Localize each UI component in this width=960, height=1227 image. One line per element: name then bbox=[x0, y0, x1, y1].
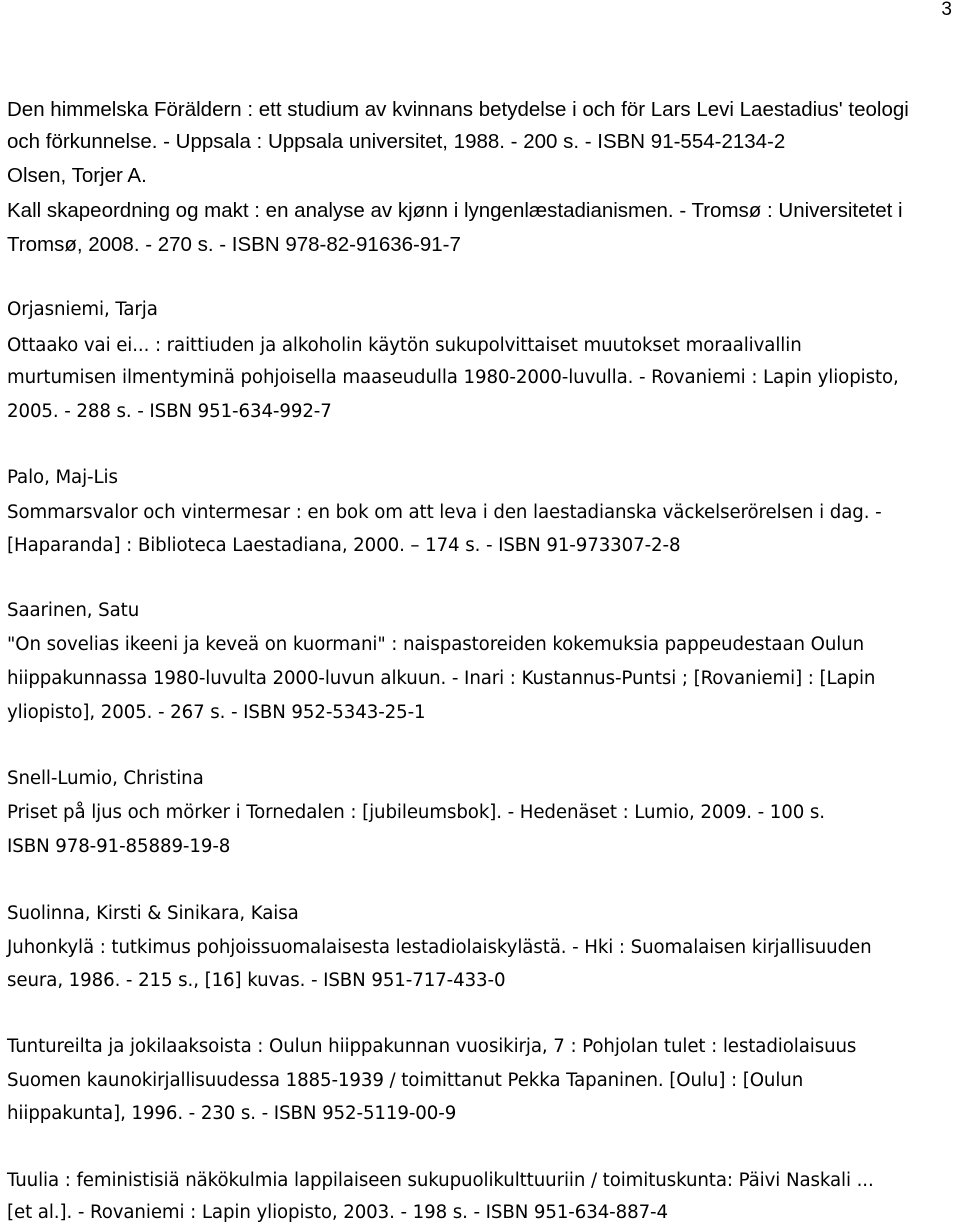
entry-orjasniemi-line-1: Ottaako vai ei... : raittiuden ja alkoholin käytön sukupolvittaiset muutokset moraalivallin bbox=[7, 335, 802, 356]
entry-tuntureilta-line-2: Suomen kaunokirjallisuudessa 1885-1939 / toimittanut Pekka Tapaninen. [Oulu] : [Oulun bbox=[7, 1070, 804, 1091]
page-number: 3 bbox=[941, 0, 952, 20]
entry-palo-line-2: [Haparanda] : Biblioteca Laestadiana, 2000. – 174 s. - ISBN 91-973307-2-8 bbox=[7, 535, 681, 556]
author-palo: Palo, Maj-Lis bbox=[7, 467, 118, 488]
entry-orjasniemi-line-3: 2005. - 288 s. - ISBN 951-634-992-7 bbox=[7, 401, 332, 422]
entry-saarinen-line-1: "On sovelias ikeeni ja keveä on kuormani" : naispastoreiden kokemuksia pappeudestaan Oulun bbox=[7, 634, 865, 655]
author-suolinna-sinikara: Suolinna, Kirsti & Sinikara, Kaisa bbox=[7, 903, 299, 924]
entry-orjasniemi-line-2: murtumisen ilmentyminä pohjoisella maaseudulla 1980-2000-luvulla. - Rovaniemi : Lapin yliopisto, bbox=[7, 367, 899, 388]
entry-tuntureilta-line-1: Tuntureilta ja jokilaaksoista : Oulun hiippakunnan vuosikirja, 7 : Pohjolan tulet : lestadiolaisuus bbox=[7, 1036, 857, 1057]
entry-snell-lumio-line-1: Priset på ljus och mörker i Tornedalen : [jubileumsbok]. - Hedenäset : Lumio, 2009. - 100 s. bbox=[7, 802, 825, 823]
author-orjasniemi: Orjasniemi, Tarja bbox=[7, 299, 158, 320]
author-olsen: Olsen, Torjer A. bbox=[7, 164, 147, 187]
entry-suolinna-line-2: seura, 1986. - 215 s., [16] kuvas. - ISBN 951-717-433-0 bbox=[7, 970, 506, 991]
entry-palo-line-1: Sommarsvalor och vintermesar : en bok om att leva i den laestadianska väckelserörelsen i dag. - bbox=[7, 502, 882, 523]
entry-olsen-line-1: Kall skapeordning og makt : en analyse av kjønn i lyngenlæstadianismen. - Tromsø : Universitetet i bbox=[7, 199, 903, 222]
entry-tuntureilta-line-3: hiippakunta], 1996. - 230 s. - ISBN 952-5119-00-9 bbox=[7, 1103, 457, 1124]
entry-saarinen-line-3: yliopisto], 2005. - 267 s. - ISBN 952-5343-25-1 bbox=[7, 702, 426, 723]
entry-laestadius-title-line-1: Den himmelska Föräldern : ett studium av kvinnans betydelse i och för Lars Levi Laestadius' teologi bbox=[7, 98, 909, 121]
entry-olsen-line-2: Tromsø, 2008. - 270 s. - ISBN 978-82-91636-91-7 bbox=[7, 233, 461, 256]
entry-snell-lumio-line-2: ISBN 978-91-85889-19-8 bbox=[7, 836, 231, 857]
entry-tuulia-line-2: [et al.]. - Rovaniemi : Lapin yliopisto, 2003. - 198 s. - ISBN 951-634-887-4 bbox=[7, 1202, 668, 1223]
entry-saarinen-line-2: hiippakunnassa 1980-luvulta 2000-luvun alkuun. - Inari : Kustannus-Puntsi ; [Rovaniemi] : [Lapin bbox=[7, 668, 876, 689]
entry-tuulia-line-1: Tuulia : feministisiä näkökulmia lappilaiseen sukupuolikulttuuriin / toimituskunta: Päivi Naskali ... bbox=[7, 1170, 874, 1191]
entry-laestadius-title-line-2: och förkunnelse. - Uppsala : Uppsala universitet, 1988. - 200 s. - ISBN 91-554-2134-2 bbox=[7, 130, 786, 153]
author-snell-lumio: Snell-Lumio, Christina bbox=[7, 768, 204, 789]
entry-suolinna-line-1: Juhonkylä : tutkimus pohjoissuomalaisesta lestadiolaiskylästä. - Hki : Suomalaisen kirjallisuuden bbox=[7, 937, 872, 958]
author-saarinen: Saarinen, Satu bbox=[7, 600, 140, 621]
